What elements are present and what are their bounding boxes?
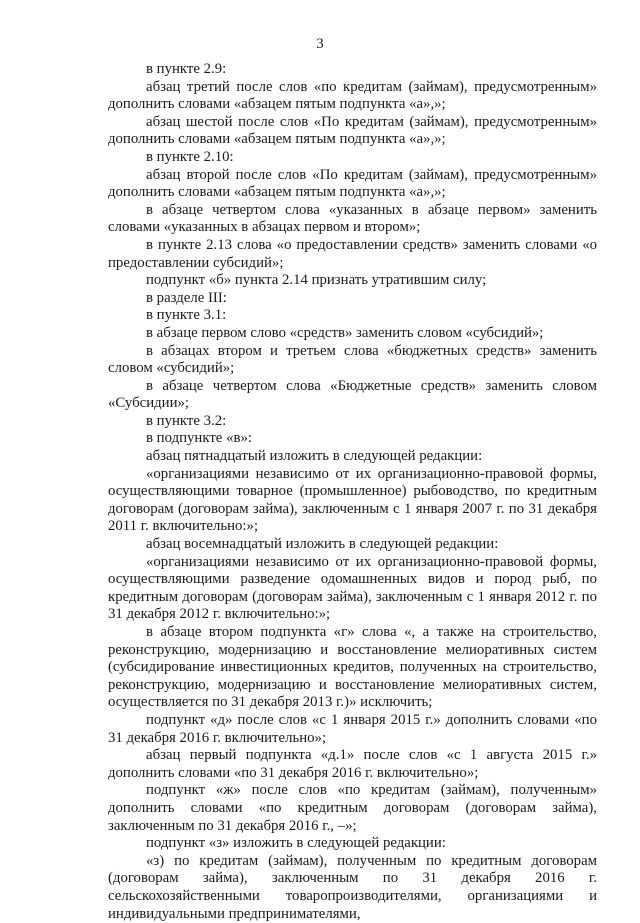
paragraph: в пункте 2.10: xyxy=(146,148,234,165)
paragraph: «организациями независимо от их организационно-правовой формы, осуществляющими товарное (промышленное) рыбоводство, по кредитным договорам (договорам займа), заключенным с 1 января 2007 г. по 31 декабря 2011 г. включительно:»; xyxy=(108,465,597,535)
paragraph: подпункт «б» пункта 2.14 признать утратившим силу; xyxy=(146,272,487,289)
document-body xyxy=(108,61,597,923)
paragraph: абзац шестой после слов «По кредитам (займам), предусмотренным» дополнить словами «абзацем пятым подпункта «а»,»; xyxy=(108,113,597,148)
paragraph: «з) по кредитам (займам), полученным по кредитным договорам (договорам займа), заключенным по 31 декабря 2016 г. сельскохозяйственными товаропроизводителями, организациями и индивидуальными предпринимателями, xyxy=(108,852,597,922)
page-number: 3 xyxy=(316,36,324,52)
paragraph: абзац третий после слов «по кредитам (займам), предусмотренным» дополнить словами «абзацем пятым подпункта «а»,»; xyxy=(108,78,597,113)
paragraph: в абзаце четвертом слова «указанных в абзаце первом» заменить словами «указанных в абзацах первом и втором»; xyxy=(108,201,597,236)
paragraph: «организациями независимо от их организационно-правовой формы, осуществляющими разведение одомашненных видов и пород рыб, по кредитным договорам (договорам займа), заключенным с 1 января 2012 г. по 31 декабря 2012 г. включительно:»; xyxy=(108,553,597,623)
paragraph: подпункт «ж» после слов «по кредитам (займам), полученным» дополнить словами «по кредитным договорам (договорам займа), заключенным по 31 декабря 2016 г., –»; xyxy=(108,782,597,834)
paragraph: в разделе III: xyxy=(146,289,227,306)
paragraph: в пункте 2.13 слова «о предоставлении средств» заменить словами «о предоставлении субсидий»; xyxy=(108,236,597,271)
paragraph: в абзаце четвертом слова «Бюджетные средств» заменить словом «Субсидии»; xyxy=(108,377,597,412)
paragraph: в подпункте «в»: xyxy=(146,430,252,447)
paragraph: абзац пятнадцатый изложить в следующей редакции: xyxy=(146,448,483,465)
paragraph: в пункте 3.1: xyxy=(146,307,227,324)
paragraph: абзац первый подпункта «д.1» после слов «с 1 августа 2015 г.» дополнить словами «по 31 декабря 2016 г. включительно»; xyxy=(108,747,597,781)
paragraph: подпункт «д» после слов «с 1 января 2015 г.» дополнить словами «по 31 декабря 2016 г. включительно»; xyxy=(108,711,597,746)
paragraph: в абзацах втором и третьем слова «бюджетных средств» заменить словом «субсидий»; xyxy=(108,342,597,377)
paragraph: в пункте 2.9: xyxy=(146,61,227,77)
paragraph: в абзаце первом слово «средств» заменить словом «субсидий»; xyxy=(146,324,544,341)
paragraph: в абзаце втором подпункта «г» слова «, а также на строительство, реконструкцию, модернизацию и восстановление мелиоративных систем (субсидирование инвестиционных кредитов, полученных на строительство, реконструкцию, модернизацию и восстановление мелиоративных систем, осуществляется по 31 декабря 2013 г.)» исключить; xyxy=(108,624,597,711)
paragraph: подпункт «з» изложить в следующей редакции: xyxy=(146,835,446,852)
paragraph: в пункте 3.2: xyxy=(146,412,227,429)
paragraph: абзац восемнадцатый изложить в следующей редакции: xyxy=(146,536,499,553)
paragraph: абзац второй после слов «По кредитам (займам), предусмотренным» дополнить словами «абзацем пятым подпункта «а»,»; xyxy=(108,166,597,201)
